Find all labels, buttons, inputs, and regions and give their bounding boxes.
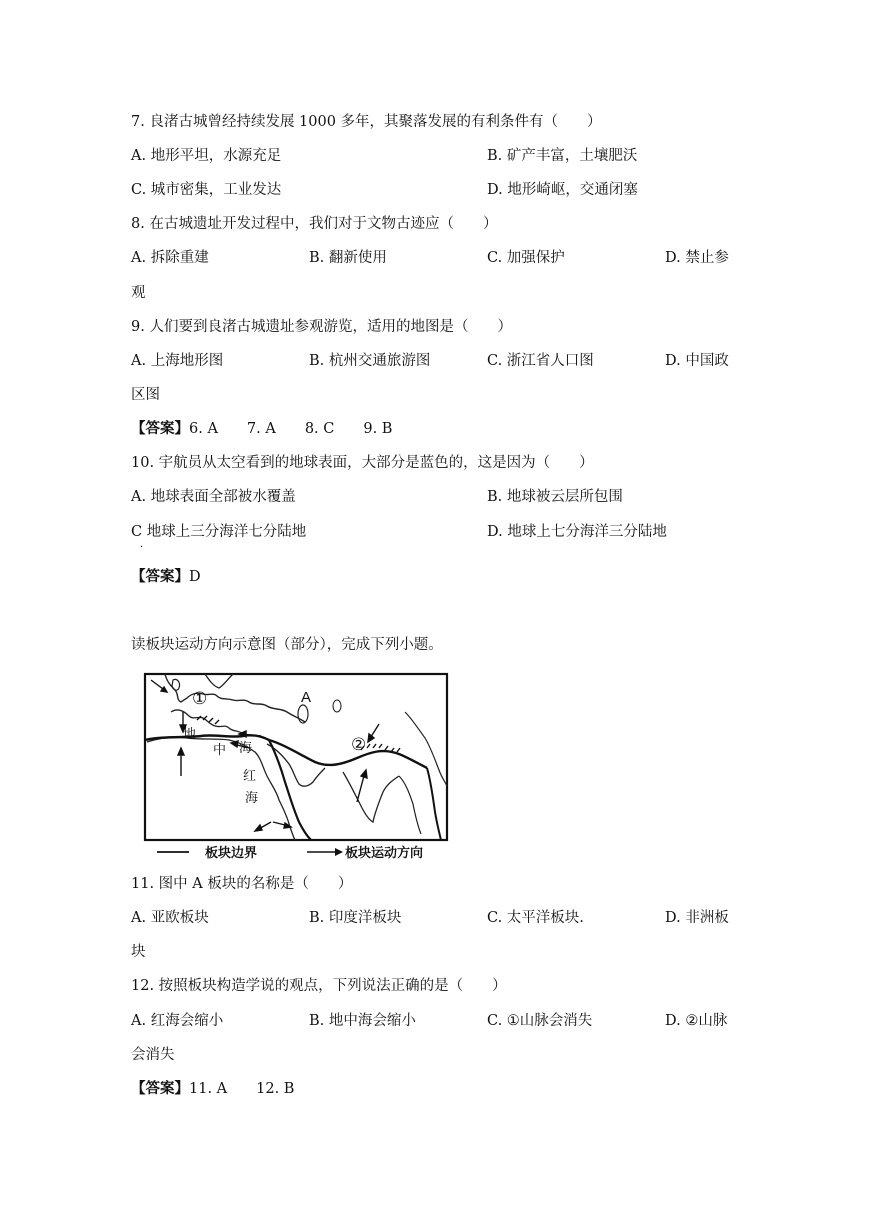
question-7-option-d: D. 地形崎岖，交通闭塞 — [487, 182, 638, 198]
legend-direction-text: 板块运动方向 — [345, 846, 424, 861]
question-7-option-c: C. 城市密集，工业发达 — [131, 182, 282, 198]
map-label-a: A — [301, 689, 312, 706]
question-12-stem: 12. 按照板块构造学说的观点，下列说法正确的是（ ） — [131, 978, 507, 994]
answer-label: 【答案】 — [131, 568, 189, 585]
question-10-option-a: A. 地球表面全部被水覆盖 — [131, 489, 296, 505]
question-10-option-c: C 地球上三分海洋七分陆地 — [131, 524, 307, 540]
question-9-option-c: C. 浙江省人口图 — [487, 353, 594, 369]
question-12-option-d-wrap: 会消失 — [131, 1047, 175, 1063]
map-label-hai: 海 — [239, 741, 253, 756]
question-9-option-d: D. 中国政 — [665, 353, 729, 369]
question-8-option-b: B. 翻新使用 — [309, 250, 387, 266]
question-8-option-d-wrap: 观 — [131, 285, 146, 301]
question-8-option-d: D. 禁止参 — [665, 250, 729, 266]
question-11-option-c: C. 太平洋板块. — [487, 910, 584, 926]
question-11-option-b: B. 印度洋板块 — [309, 910, 402, 926]
question-12-option-b: B. 地中海会缩小 — [309, 1013, 416, 1029]
legend-boundary-text: 板块边界 — [205, 846, 258, 861]
question-9-option-a: A. 上海地形图 — [131, 353, 224, 369]
question-9-option-b: B. 杭州交通旅游图 — [309, 353, 431, 369]
question-10-option-b: B. 地球被云层所包围 — [487, 489, 623, 505]
answer-10 — [131, 567, 201, 587]
question-12-option-a: A. 红海会缩小 — [131, 1013, 224, 1029]
question-9-stem: 9. 人们要到良渚古城遗址参观游览，适用的地图是（ ） — [131, 319, 512, 335]
question-7-option-a: A. 地形平坦，水源充足 — [131, 148, 282, 164]
map-label-di: 地 — [183, 727, 197, 742]
answer-text: 6. A 7. A 8. C 9. B — [189, 421, 393, 437]
question-8-option-c: C. 加强保护 — [487, 250, 565, 266]
map-label-hai2: 海 — [245, 791, 259, 806]
answer-label: 【答案】 — [131, 420, 189, 437]
answer-label: 【答案】 — [131, 1080, 189, 1097]
map-label-hong: 红 — [243, 769, 257, 784]
answer-6-9 — [131, 419, 392, 439]
question-12-option-d: D. ②山脉 — [665, 1013, 728, 1029]
map-label-1: ① — [192, 689, 208, 708]
map-label-zhong: 中 — [213, 743, 227, 758]
question-10-stem: 10. 宇航员从太空看到的地球表面，大部分是蓝色的，这是因为（ ） — [131, 455, 594, 471]
question-11-option-a: A. 亚欧板块 — [131, 910, 209, 926]
plate-movement-map — [143, 672, 449, 866]
stray-dot: · — [140, 542, 144, 553]
answer-text: D — [189, 569, 201, 585]
question-8-option-a: A. 拆除重建 — [131, 250, 209, 266]
question-12-option-c: C. ①山脉会消失 — [487, 1013, 593, 1029]
question-7-stem: 7. 良渚古城曾经持续发展 1000 多年，其聚落发展的有利条件有（ ） — [131, 114, 602, 130]
question-10-option-d: D. 地球上七分海洋三分陆地 — [487, 524, 667, 540]
legend-direction-arrowhead — [335, 848, 343, 856]
question-11-option-d-wrap: 块 — [131, 944, 146, 960]
question-8-stem: 8. 在古城遗址开发过程中，我们对于文物古迹应（ ） — [131, 216, 498, 232]
question-9-option-d-wrap: 区图 — [131, 387, 160, 403]
map-label-2: ② — [351, 735, 367, 754]
answer-11-12 — [131, 1079, 294, 1099]
question-7-option-b: B. 矿产丰富，土壤肥沃 — [487, 148, 638, 164]
answer-text: 11. A 12. B — [189, 1081, 295, 1097]
question-11-stem: 11. 图中 A 板块的名称是（ ） — [131, 876, 353, 892]
figure-intro-text: 读板块运动方向示意图（部分），完成下列小题。 — [131, 637, 443, 653]
question-11-option-d: D. 非洲板 — [665, 910, 729, 926]
